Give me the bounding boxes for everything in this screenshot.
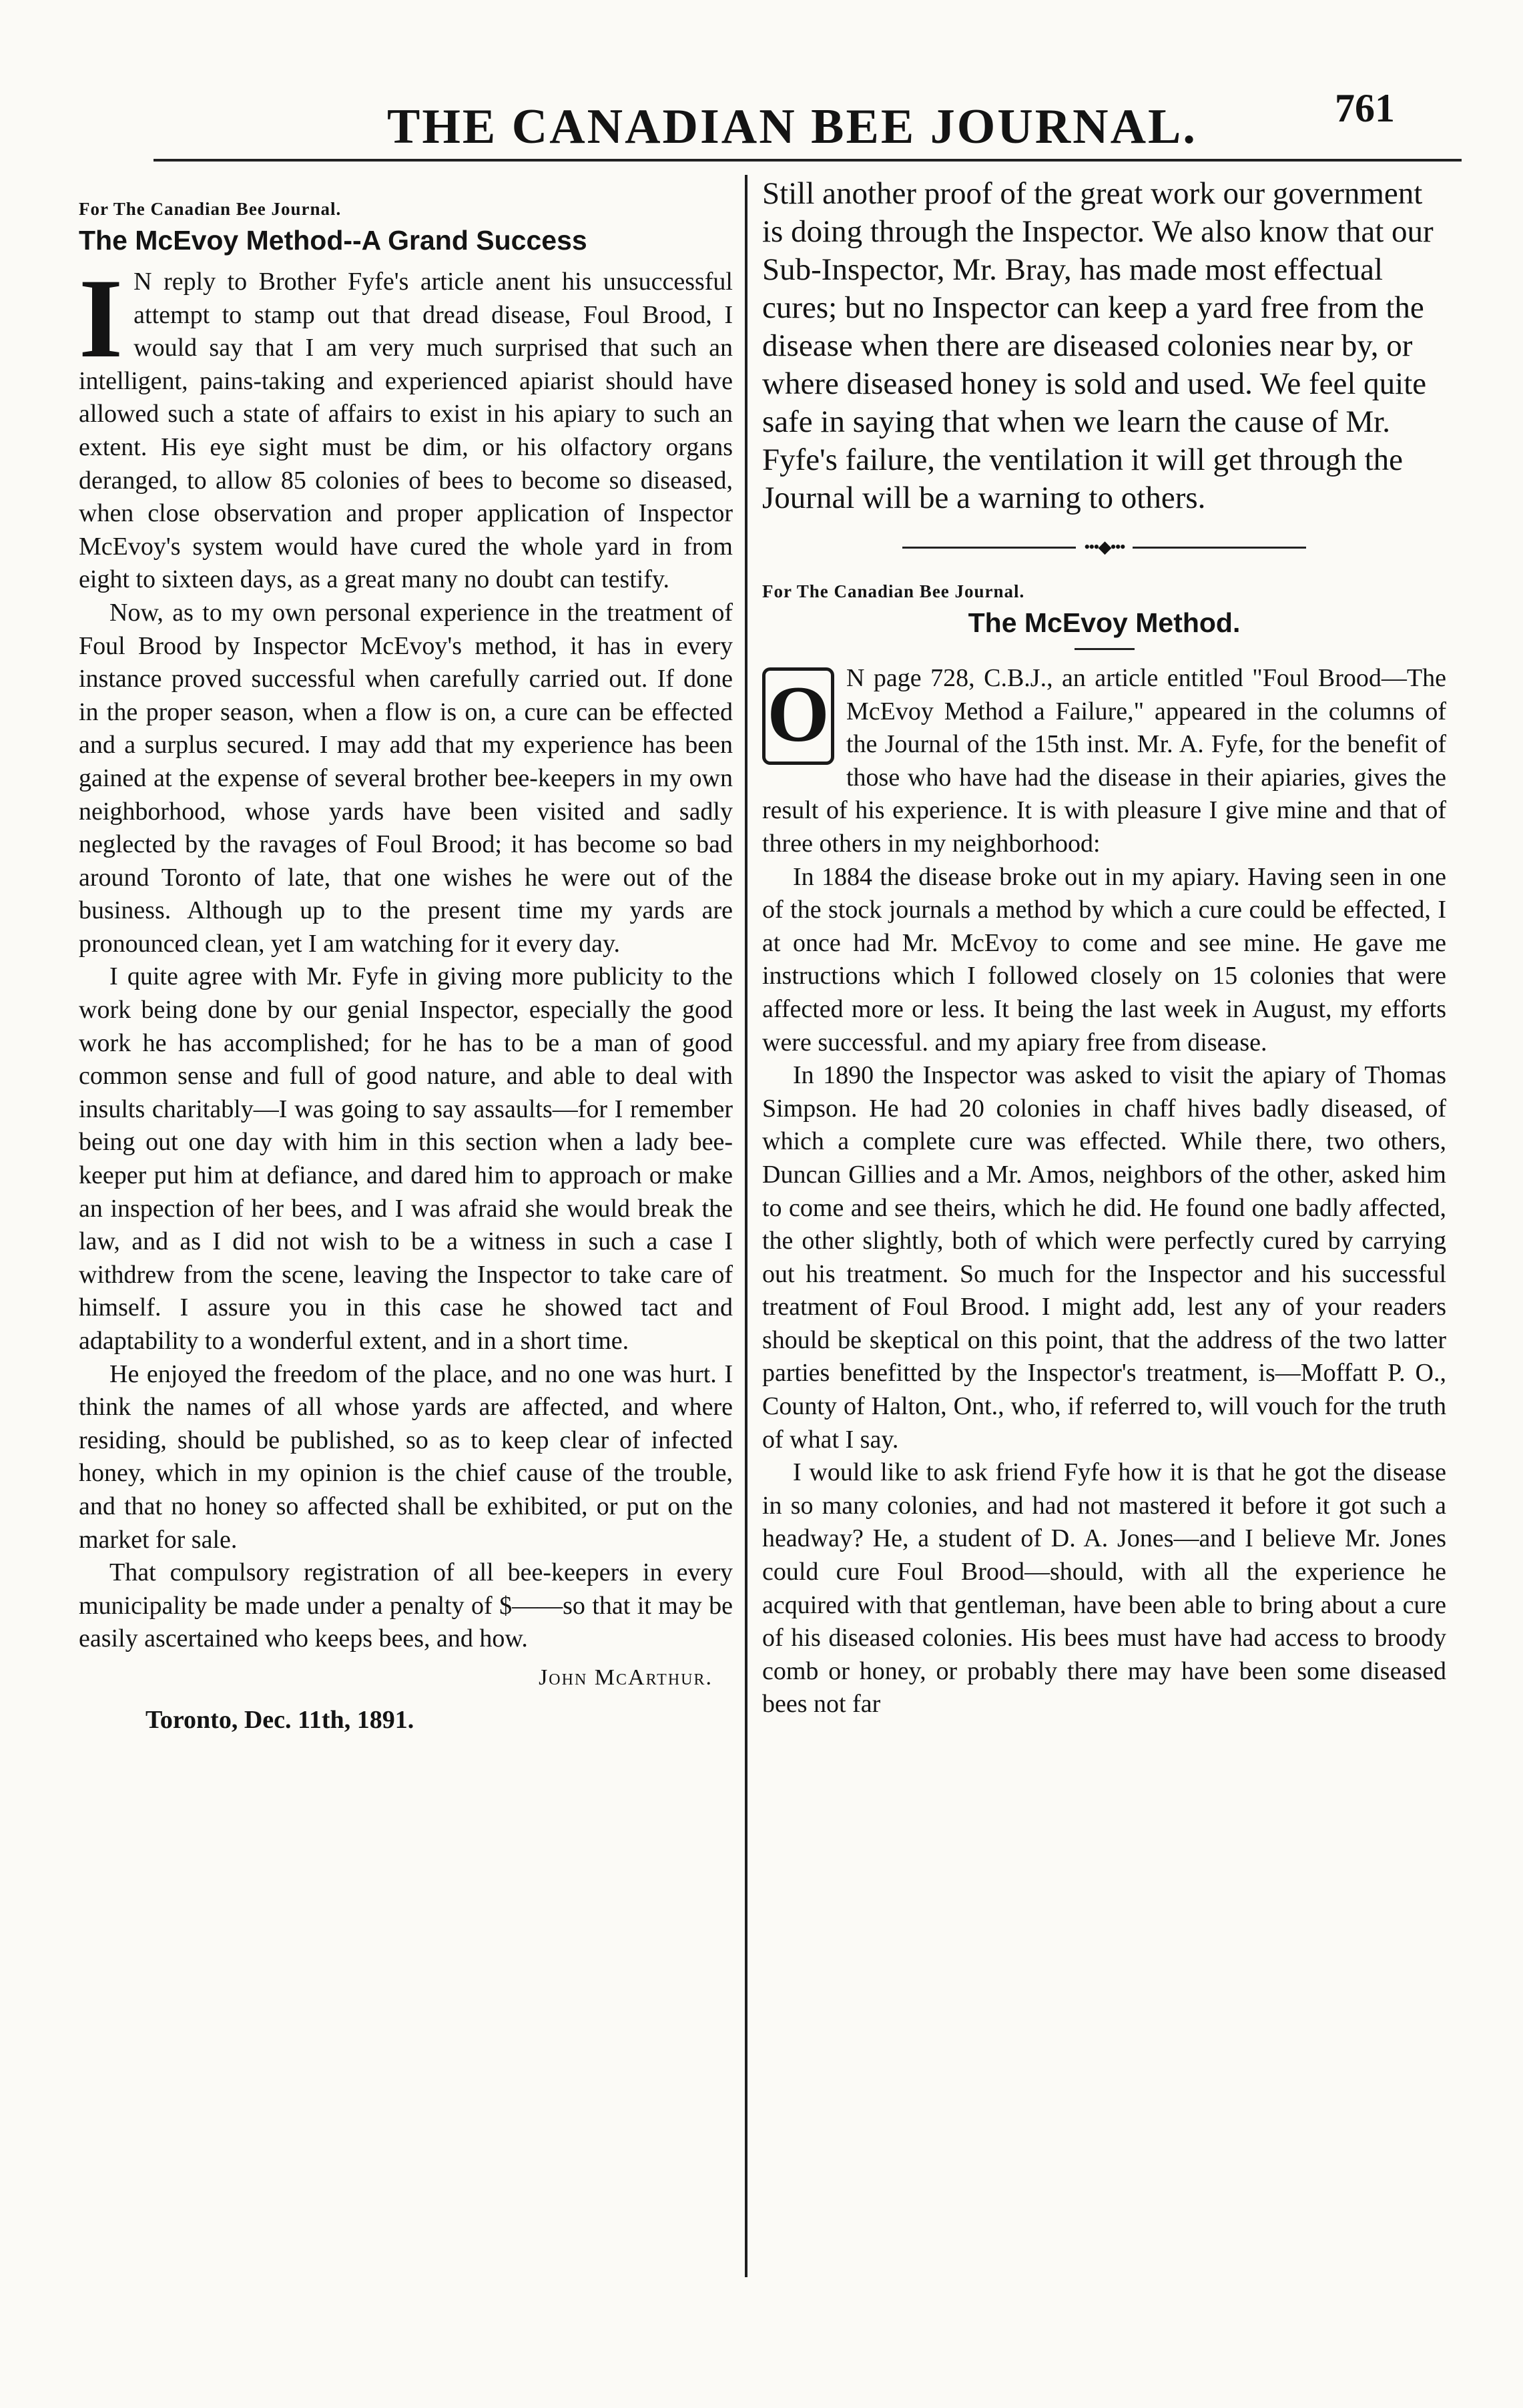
right-dropcap: O	[762, 667, 834, 765]
ornament-line-left	[902, 547, 1076, 549]
left-paragraph-3: I quite agree with Mr. Fyfe in giving more publicity to the work being done by our genial Inspector, especially the good work he has accomplished; for he has to be a man of good common sense and full of good nature, and able to deal with insults charitably—I was going to say assaults—for I remember being out one day with him in this section when a lady bee-keeper put him at defiance, and dared him to approach or make an inspection of her bees, and I was afraid she would break the law, and as I did not wish to be a witness in such a case I withdrew from the scene, leaving the Inspector to take care of himself. I assure you in this case he showed tact and adaptability to a wonderful extent, and in a short time.	[79, 962, 733, 1355]
right-paragraph-2: In 1884 the disease broke out in my apiary. Having seen in one of the stock journals a method by which a cure could be effected, I at once had Mr. McEvoy to come and see mine. He gave me instructions which I followed closely on 15 colonies that were affected more or less. It being the last week in August, my efforts were successful. and my apiary free from disease.	[762, 862, 1446, 1057]
left-paragraph-5: That compulsory registration of all bee-keepers in every municipality be made under a penalty of $——so that it may be easily ascertained who keeps bees, and how.	[79, 1558, 733, 1653]
right-paragraph-4: I would like to ask friend Fyfe how it is that he got the disease in so many colonies, and had not mastered it before it got such a headway? He, a student of D. A. Jones—and I believe Mr. Jones could cure Foul Brood—should, with all the experience he acquired with that gentleman, have been able to bring about a cure of his diseased colonies. His bees must have had access to broody comb or honey, or probably there may have been some diseased bees not far	[762, 1458, 1446, 1719]
right-column	[762, 168, 1446, 1721]
left-byline: For The Canadian Bee Journal.	[79, 199, 342, 219]
page-header	[73, 80, 1408, 167]
header-rule	[154, 159, 1462, 162]
right-intro-paragraph: Still another proof of the great work our government is doing through the Inspector. We also know that our Sub-Inspector, Mr. Bray, has made most effectual cures; but no Inspector can keep a yard free from the disease when there are diseased colonies near by, or where diseased honey is sold and used. We feel quite safe in saying that when we learn the cause of Mr. Fyfe's failure, the ventilation it will get through the Journal will be a warning to others.	[762, 176, 1434, 515]
left-paragraph-1: I N reply to Brother Fyfe's article anent his unsuccessful attempt to stamp out that dread disease, Foul Brood, I would say that I am very much surprised that such an intelligent, pains-taking and experienced apiarist should have allowed such a state of affairs to exist in his apiary to such an extent. His eye sight must be dim, or his olfactory organs deranged, to allow 85 colonies of bees to become so diseased, when close observation and proper application of Inspector McEvoy's system would have cured the whole yard in from eight to sixteen days, as a great many no doubt can testify.	[79, 256, 733, 594]
column-divider	[745, 175, 747, 2277]
title-rule	[1075, 648, 1135, 650]
ornament-mark: •••◆•••	[1084, 537, 1125, 557]
ornament-line-right	[1133, 547, 1306, 549]
right-byline: For The Canadian Bee Journal.	[762, 581, 1025, 601]
journal-title: THE CANADIAN BEE JOURNAL.	[387, 99, 1197, 154]
dateline: Toronto, Dec. 11th, 1891.	[145, 1705, 414, 1734]
signature: John McArthur.	[539, 1665, 713, 1690]
left-dropcap: I	[79, 256, 123, 381]
page-number: 761	[1335, 86, 1395, 130]
left-paragraph-2: Now, as to my own personal experience in the treatment of Foul Brood by Inspector McEvoy's method, it has in every instance proved successful when carefully carried out. If done in the proper season, when a flow is on, a cure can be effected and a surplus secured. I may add that my experience has been gained at the expense of several brother bee-keepers in my own neighborhood, whose yards have been visited and sadly neglected by the ravages of Foul Brood; it has become so bad around Toronto of late, that one wishes he were out of the business. Although up to the present time my yards are pronounced clean, yet I am watching for it every day.	[79, 598, 733, 958]
right-paragraph-1: O N page 728, C.B.J., an article entitled "Foul Brood—The McEvoy Method a Failure," appeared in the columns of the Journal of the 15th inst. Mr. A. Fyfe, for the benefit of those who have had the disease in their apiaries, gives the result of his experience. It is with pleasure I give mine and that of three others in my neighborhood:	[762, 664, 1446, 858]
left-column	[79, 195, 733, 1735]
left-paragraph-4: He enjoyed the freedom of the place, and no one was hurt. I think the names of all whose yards are affected, and where residing, should be published, so as to keep clear of infected honey, which in my opinion is the chief cause of the trouble, and that no honey so affected shall be exhibited, or put on the market for sale.	[79, 1360, 733, 1554]
right-article-title: The McEvoy Method.	[968, 607, 1241, 638]
right-paragraph-3: In 1890 the Inspector was asked to visit the apiary of Thomas Simpson. He had 20 colonies in chaff hives badly diseased, of which a complete cure was effected. While there, two others, Duncan Gillies and a Mr. Amos, neighbors of the other, asked him to come and see theirs, which he did. He found one badly affected, the other slightly, both of which were perfectly cured by carrying out his treatment. So much for the Inspector and his successful treatment of Foul Brood. I might add, lest any of your readers should be skeptical on this point, that the address of the two latter parties benefitted by the Inspector's treatment, is—Moffatt P. O., County of Halton, Ont., who, if referred to, will vouch for the truth of what I say.	[762, 1061, 1446, 1454]
left-article-title: The McEvoy Method--A Grand Success	[79, 225, 587, 256]
section-ornament	[762, 537, 1446, 557]
